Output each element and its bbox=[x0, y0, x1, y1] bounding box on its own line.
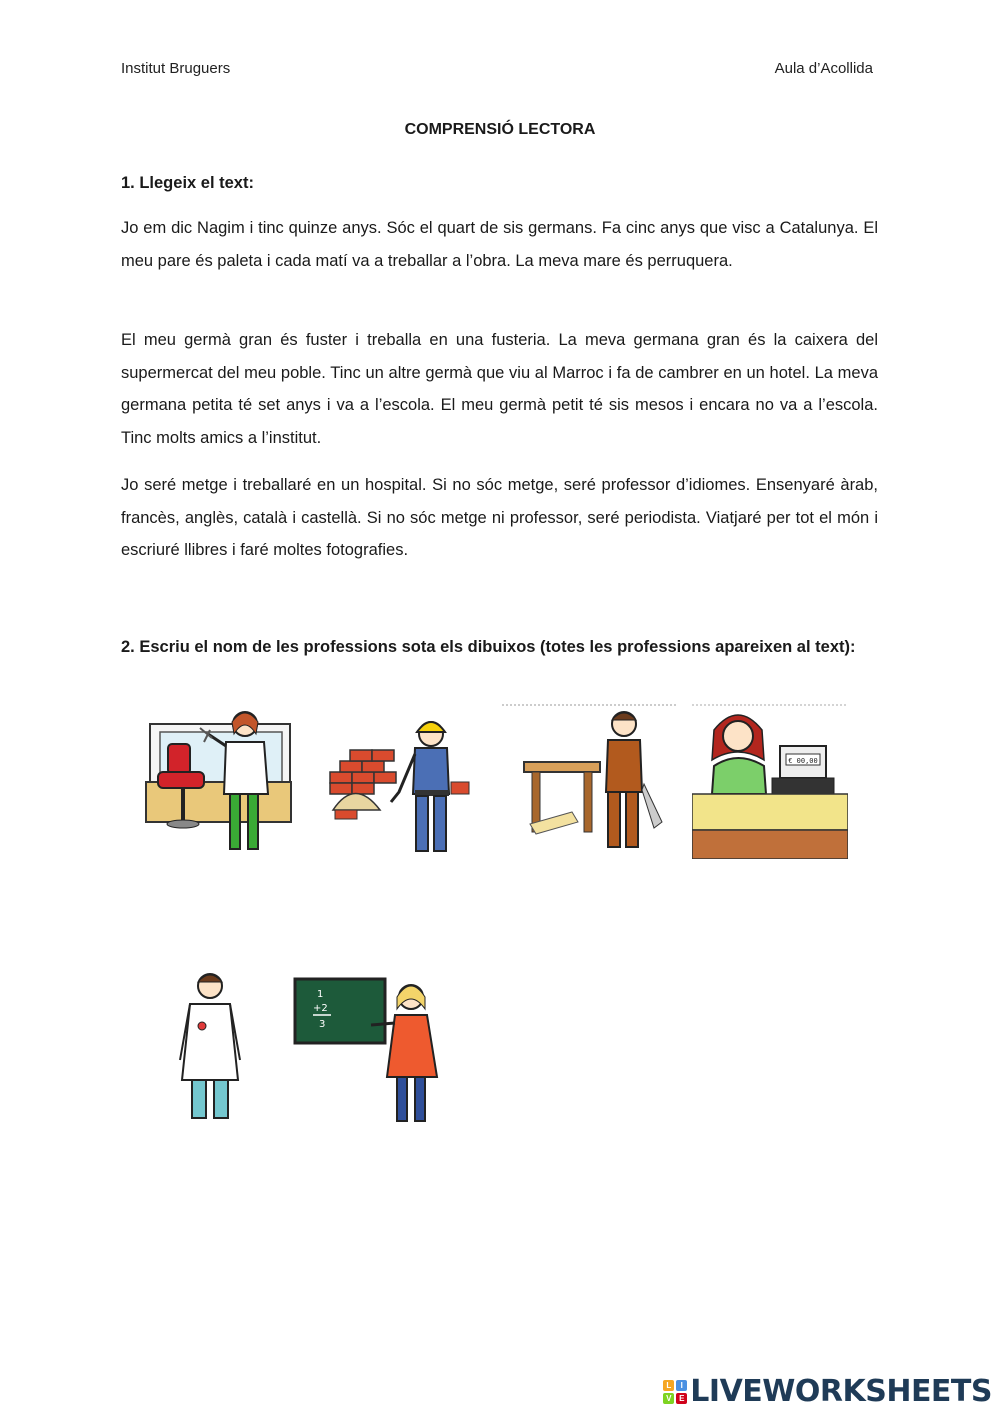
board-text-1: 1 bbox=[317, 989, 324, 1000]
cashier-picture bbox=[692, 704, 848, 859]
logo-letter: V bbox=[663, 1393, 674, 1404]
till-display-text: € 00,00 bbox=[788, 757, 818, 765]
logo-letter: E bbox=[676, 1393, 687, 1404]
paragraph-2: El meu germà gran és fuster i treballa en una fusteria. La meva germana gran és la caixera del supermercat del meu poble. Tinc un altre germà que viu al Marroc i fa de cambrer en un hotel. La meva germana petita té set anys i va a l’escola. El meu germà petit té sis mesos i encara no va a l’escola. Tinc molts amics a l’institut. bbox=[121, 331, 878, 447]
question-2-label: 2. Escriu el nom de les professions sota els dibuixos (totes les professions apareixen al text): bbox=[121, 638, 856, 656]
paragraph-3: Jo seré metge i treballaré en un hospital. Si no sóc metge, seré professor d’idiomes. Ensenyaré àrab, francès, anglès, català i castellà. Si no sóc metge ni professor, seré periodista. Viatjaré per tot el món i escriuré llibres i faré moltes fotografies. bbox=[121, 476, 878, 559]
logo-letter: I bbox=[676, 1380, 687, 1391]
carpenter-picture bbox=[502, 704, 677, 856]
logo-letter: L bbox=[663, 1380, 674, 1391]
header-right: Aula d’Acollida bbox=[774, 60, 873, 77]
board-text-2: +2 bbox=[313, 1003, 328, 1014]
hairdresser-picture bbox=[138, 704, 293, 856]
board-text-3: 3 bbox=[319, 1019, 326, 1030]
page-title: COMPRENSIÓ LECTORA bbox=[404, 121, 596, 138]
paragraph-1: Jo em dic Nagim i tinc quinze anys. Sóc el quart de sis germans. Fa cinc anys que visc a Catalunya. El meu pare és paleta i cada matí va a treballar a l’obra. La meva mare és perruquera. bbox=[121, 219, 878, 270]
doctor-picture bbox=[172, 970, 252, 1128]
header-left: Institut Bruguers bbox=[121, 60, 231, 77]
liveworksheets-logo bbox=[663, 1374, 992, 1409]
question-1-label: 1. Llegeix el text: bbox=[121, 174, 254, 192]
teacher-picture bbox=[293, 975, 443, 1125]
bricklayer-picture bbox=[325, 712, 475, 857]
liveworksheets-brand-text: LIVEWORKSHEETS bbox=[690, 1374, 992, 1409]
liveworksheets-logo-icon bbox=[663, 1380, 687, 1404]
